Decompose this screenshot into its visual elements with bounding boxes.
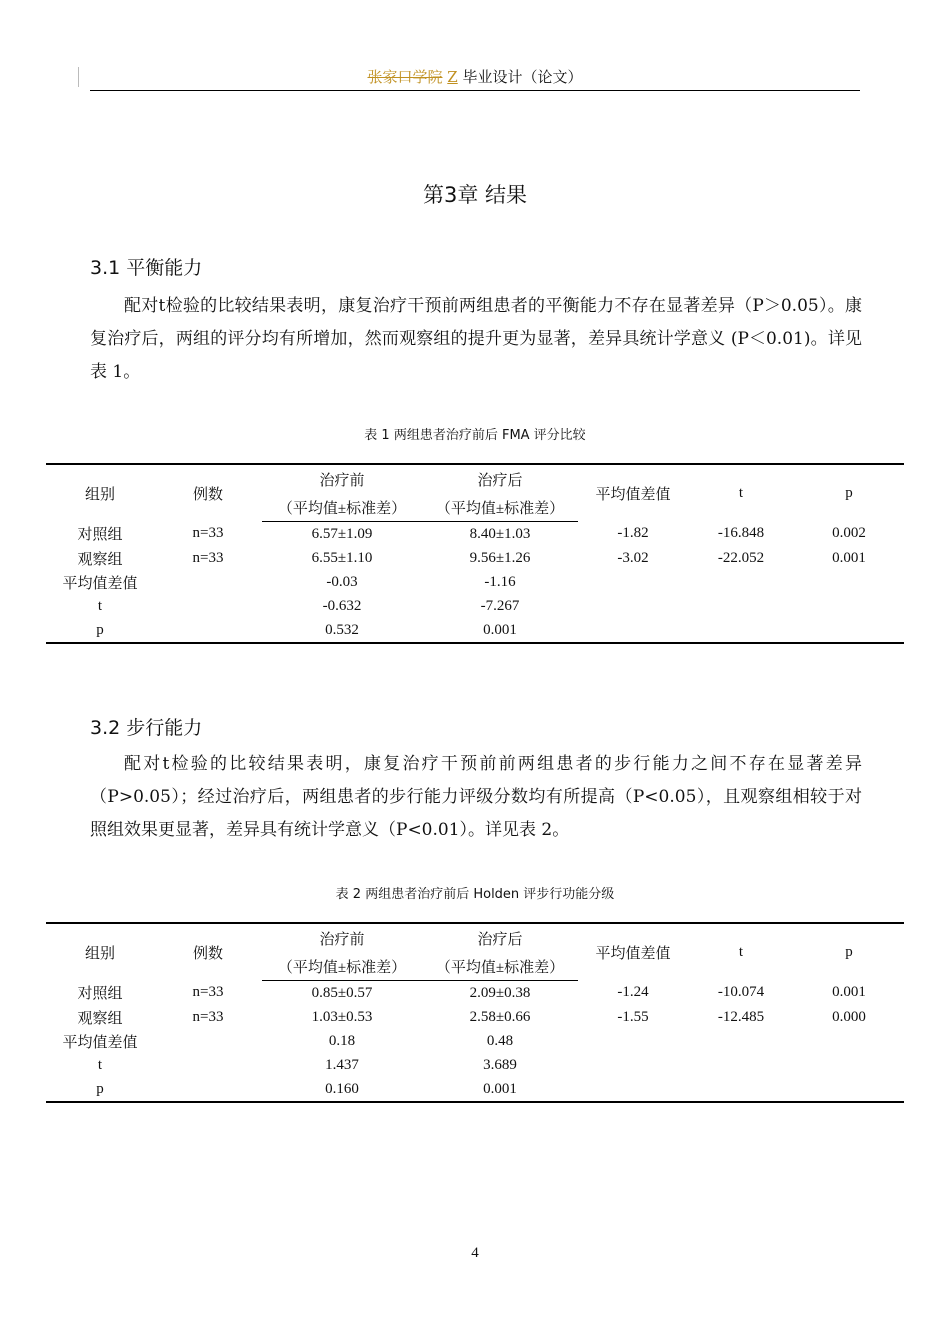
table-cell: 观察组 <box>77 1010 123 1027</box>
col-header-diff: 平均值差值 <box>578 464 688 522</box>
table-cell <box>688 618 794 643</box>
table-cell <box>154 1077 262 1102</box>
col-header-p: p <box>794 464 904 522</box>
table-cell: 9.56±1.26 <box>469 549 531 566</box>
table-cell: -0.632 <box>322 597 362 614</box>
table-cell <box>688 1029 794 1053</box>
table-cell: n=33 <box>192 549 224 566</box>
section-paragraph-balance <box>90 290 862 389</box>
table-cell: -12.485 <box>717 1008 765 1025</box>
col-header-t: t <box>688 923 794 981</box>
table-row <box>46 1053 904 1077</box>
table-cell <box>578 594 688 618</box>
header-margin-mark <box>78 67 79 87</box>
table-cell: 0.001 <box>832 984 866 1001</box>
page-header <box>90 66 860 88</box>
col-header-before: 治疗前 <box>262 464 422 493</box>
table-cell: 0.001 <box>422 1077 578 1102</box>
table-caption: 表 2 两组患者治疗前后 Holden 评步行功能分级 <box>335 887 615 902</box>
table-cell: -10.074 <box>717 984 765 1001</box>
table-cell: 0.160 <box>262 1077 422 1102</box>
table-cell: n=33 <box>192 984 224 1001</box>
col-header-n: 例数 <box>154 923 262 981</box>
header-inserted-text: Z <box>447 68 458 86</box>
table-cell: 1.437 <box>325 1056 359 1073</box>
table-cell: t <box>97 1056 103 1073</box>
table-cell <box>154 570 262 594</box>
table-cell: 2.58±0.66 <box>469 1008 531 1025</box>
section-paragraph-walking <box>90 748 862 847</box>
paragraph-text: 配对t检验的比较结果表明，康复治疗干预前两组患者的平衡能力不存在显著差异（P＞0.05）。康复治疗后，两组的评分均有所增加，然而观察组的提升更为显著，差异具统计学意义 (P＜0.01)。详见表 1。 <box>90 296 862 382</box>
col-subheader-after: （平均值±标准差） <box>422 493 578 522</box>
table-cell: 观察组 <box>77 551 123 568</box>
table-cell: -22.052 <box>717 549 765 566</box>
table-cell: t <box>97 597 103 614</box>
col-header-after: 治疗后 <box>422 464 578 493</box>
table-cell <box>578 1053 688 1077</box>
table-cell <box>794 570 904 594</box>
table-cell <box>154 1029 262 1053</box>
table-row <box>46 1077 904 1102</box>
table-cell: 1.03±0.53 <box>311 1008 373 1025</box>
table-cell: 0.48 <box>486 1032 514 1049</box>
table-cell: -1.82 <box>617 525 649 542</box>
col-header-n: 例数 <box>154 464 262 522</box>
table-body <box>46 981 904 1103</box>
table-cell <box>154 618 262 643</box>
col-header-diff: 平均值差值 <box>578 923 688 981</box>
table-cell: 平均值差值 <box>62 1034 138 1051</box>
col-subheader-after: （平均值±标准差） <box>422 952 578 981</box>
table-cell: n=33 <box>192 1008 224 1025</box>
table-cell <box>794 618 904 643</box>
table-cell: -1.55 <box>617 1008 649 1025</box>
table-cell: 0.85±0.57 <box>311 984 373 1001</box>
col-subheader-before: （平均值±标准差） <box>262 952 422 981</box>
table-cell: 对照组 <box>77 527 123 544</box>
table-cell: 对照组 <box>77 986 123 1003</box>
table-cell <box>154 594 262 618</box>
table-cell: -7.267 <box>480 597 520 614</box>
col-header-after: 治疗后 <box>422 923 578 952</box>
col-header-p: p <box>794 923 904 981</box>
table-caption: 表 1 两组患者治疗前后 FMA 评分比较 <box>364 428 586 443</box>
table-cell: -3.02 <box>617 549 649 566</box>
table-cell: 8.40±1.03 <box>469 525 531 542</box>
table-cell <box>794 1077 904 1102</box>
table-cell: -1.16 <box>484 573 516 590</box>
table-row <box>46 546 904 570</box>
page-number: 4 <box>471 1245 479 1261</box>
table-cell: p <box>46 618 154 643</box>
table-cell <box>688 594 794 618</box>
col-subheader-before: （平均值±标准差） <box>262 493 422 522</box>
table-cell: 0.532 <box>262 618 422 643</box>
table-cell <box>578 570 688 594</box>
table-row <box>46 522 904 547</box>
table-cell <box>578 618 688 643</box>
table-cell: 2.09±0.38 <box>469 984 531 1001</box>
table-cell <box>688 570 794 594</box>
section-heading-walking: 3.2 步行能力 <box>90 717 203 739</box>
table-cell: 0.002 <box>832 525 866 542</box>
table-cell: 0.001 <box>422 618 578 643</box>
table-cell: 0.001 <box>832 549 866 566</box>
table-row <box>46 981 904 1006</box>
table-row <box>46 618 904 643</box>
table-cell: 0.18 <box>328 1032 356 1049</box>
table-cell: p <box>46 1077 154 1102</box>
table-cell: 3.689 <box>483 1056 517 1073</box>
table-cell <box>688 1077 794 1102</box>
table-row <box>46 1005 904 1029</box>
col-header-group: 组别 <box>46 923 154 981</box>
table-cell: -16.848 <box>717 525 765 542</box>
table-cell: 平均值差值 <box>62 575 138 592</box>
col-header-t: t <box>688 464 794 522</box>
section-heading-balance: 3.1 平衡能力 <box>90 257 203 279</box>
col-header-group: 组别 <box>46 464 154 522</box>
table-cell: 6.57±1.09 <box>311 525 373 542</box>
paragraph-text: 配对t检验的比较结果表明，康复治疗干预前前两组患者的步行能力之间不存在显著差异（P>0.05）；经过治疗后，两组患者的步行能力评级分数均有所提高（P<0.05），且观察组相较于对照组效果更显著，差异具有统计学意义（P<0.01）。详见表 2。 <box>90 754 862 840</box>
chapter-title: 第3章 结果 <box>422 183 528 207</box>
table-cell <box>794 1053 904 1077</box>
col-header-before: 治疗前 <box>262 923 422 952</box>
table-cell <box>794 594 904 618</box>
header-struck-school: 张家口学院 <box>367 68 443 86</box>
data-table-holden <box>46 922 904 1103</box>
table-cell <box>578 1029 688 1053</box>
table-cell: -1.24 <box>617 984 649 1001</box>
table-cell: n=33 <box>192 525 224 542</box>
table-cell: 0.000 <box>832 1008 866 1025</box>
table-cell <box>794 1029 904 1053</box>
table-cell <box>154 1053 262 1077</box>
header-title: 毕业设计（论文） <box>462 68 583 86</box>
table-cell <box>688 1053 794 1077</box>
table-cell: -0.03 <box>326 573 358 590</box>
data-table-fma <box>46 463 904 644</box>
table-row <box>46 1029 904 1053</box>
table-cell: 6.55±1.10 <box>311 549 373 566</box>
header-rule <box>90 90 860 91</box>
table-cell <box>578 1077 688 1102</box>
table-row <box>46 594 904 618</box>
table-body <box>46 522 904 644</box>
table-row <box>46 570 904 594</box>
